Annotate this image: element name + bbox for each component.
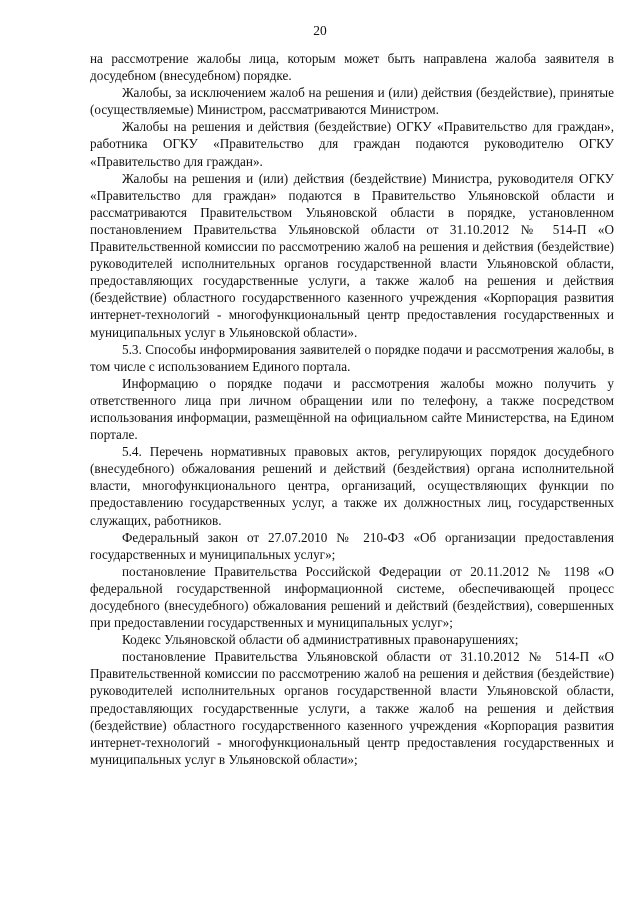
legal-act-regional-resolution: постановление Правительства Ульяновской области от 31.10.2012 № 514-П «О Правительственной комиссии по рассмотрению жалоб на решения и действия (бездействие) руководителей исполнительных органов государственной власти Ульяновской области, предоставляющих государственные услуги, а также жалоб на решения и действия (бездействие) областного государственного казенного учреждения «Корпорация развития интернет-технологий - многофункциональный центр предоставления государственных и муниципальных услуг в Ульяновской области»; <box>90 649 614 767</box>
legal-act-federal-law: Федеральный закон от 27.07.2010 № 210-ФЗ «Об организации предоставления государственных и муниципальных услуг»; <box>90 529 614 562</box>
legal-act-code: Кодекс Ульяновской области об административных правонарушениях; <box>122 632 519 648</box>
page-number: 20 <box>313 23 327 38</box>
paragraph-continuation: на рассмотрение жалобы лица, которым может быть направлена жалоба заявителя в досудебном (внесудебном) порядке. <box>90 51 614 84</box>
paragraph-government-review: Жалобы на решения и (или) действия (бездействие) Министра, руководителя ОГКУ «Правительство для граждан» подаются в Правительство Ульяновской области и рассматриваются Правительством Ульяновской области в порядке, установленном постановлением Правительства Ульяновской области от 31.10.2012 № 514-П «О Правительственной комиссии по рассмотрению жалоб на решения и действия (бездействие) руководителей исполнительных органов государственной власти Ульяновской области, предоставляющих государственные услуги, а также жалоб на решения и действия (бездействие) областного государственного казенного учреждения «Корпорация развития интернет-технологий - многофункциональный центр предоставления государственных и муниципальных услуг в Ульяновской области». <box>90 170 614 340</box>
section-5-4-heading: 5.4. Перечень нормативных правовых актов, регулирующих порядок досудебного (внесудебного) обжалования решений и действий (бездействия) органа исполнительной власти, многофункционального центра, организаций, осуществляющих функции по предоставлению государственных услуг, а также их должностных лиц, государственных служащих, работников. <box>90 444 614 528</box>
legal-act-rf-resolution: постановление Правительства Российской Федерации от 20.11.2012 № 1198 «О федеральной государственной информационной системе, обеспечивающей процесс досудебного (внесудебного) обжалования решений и действий (бездействия), совершенных при предоставлении государственных и муниципальных услуг»; <box>90 563 614 631</box>
paragraph-minister-complaints: Жалобы, за исключением жалоб на решения и (или) действия (бездействие), принятые (осуществляемые) Министром, рассматриваются Министром. <box>90 85 614 118</box>
section-5-3-heading: 5.3. Способы информирования заявителей о порядке подачи и рассмотрения жалобы, в том числе с использованием Единого портала. <box>90 341 614 374</box>
paragraph-information: Информацию о порядке подачи и рассмотрения жалобы можно получить у ответственного лица при личном обращении или по телефону, а также посредством использования информации, размещённой на официальном сайте Министерства, на Едином портале. <box>90 375 614 443</box>
document-body <box>90 50 614 768</box>
paragraph-ogku-complaints: Жалобы на решения и действия (бездействие) ОГКУ «Правительство для граждан», работника ОГКУ «Правительство для граждан подаются руководителю ОГКУ «Правительство для граждан». <box>90 119 614 169</box>
